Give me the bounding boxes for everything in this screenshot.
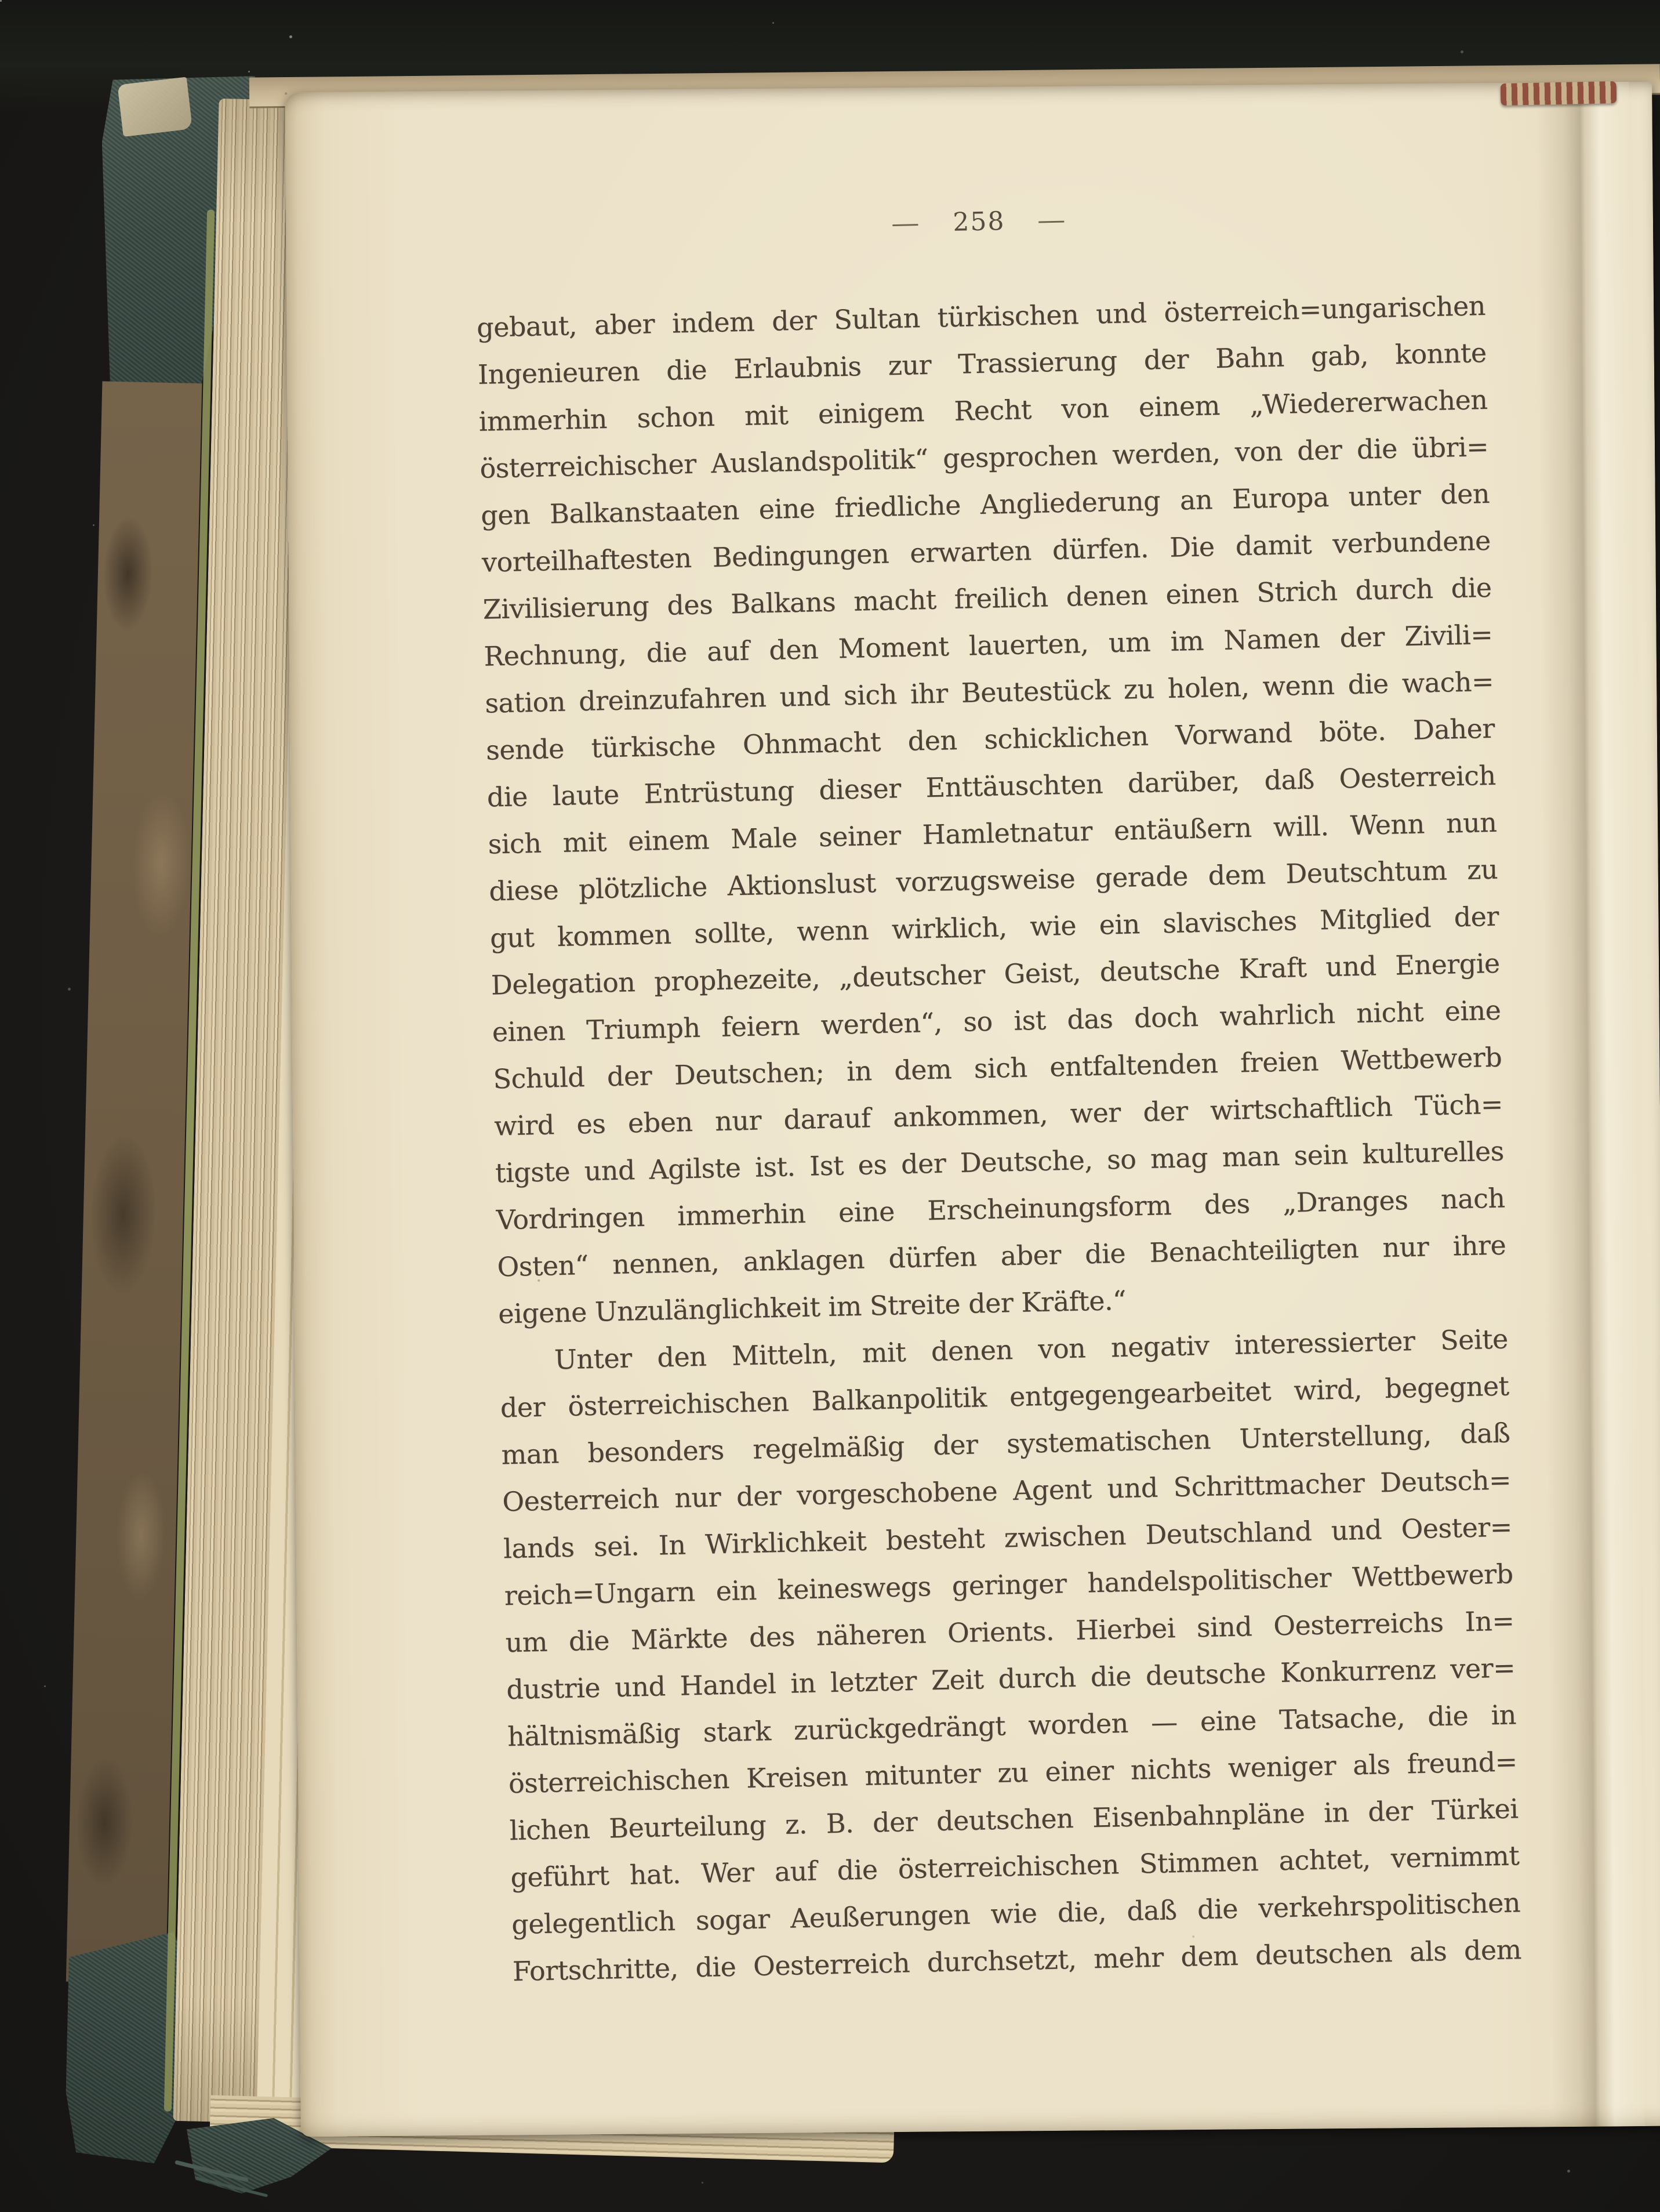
text-line: sende türkische Ohnmacht den schicklichen Vorwand böte. Daher xyxy=(485,712,1495,766)
text-line: Ingenieuren die Erlaubnis zur Trassierung der Bahn gab, konnte xyxy=(477,336,1487,390)
headband xyxy=(1501,81,1617,106)
text-line: immerhin schon mit einigem Recht von einem „Wiedererwachen xyxy=(478,383,1488,437)
text-line: einen Triumph feiern werden“, so ist das doch wahrlich nicht eine xyxy=(492,994,1501,1048)
text-line: lands sei. In Wirklichkeit besteht zwischen Deutschland und Oester= xyxy=(503,1511,1513,1565)
text-line: Delegation prophezeite, „deutscher Geist, deutsche Kraft und Energie xyxy=(491,947,1501,1001)
text-line: Osten“ nennen, anklagen dürfen aber die Benachteiligten nur ihre xyxy=(496,1229,1506,1283)
page-number-dash-left: — xyxy=(891,208,921,238)
text-line: Rechnung, die auf den Moment lauerten, um im Namen der Zivili= xyxy=(483,618,1493,672)
text-line: Unter den Mitteln, mit denen von negativ interessierter Seite xyxy=(554,1323,1509,1376)
text-line: um die Märkte des näheren Orients. Hierbei sind Oesterreichs In= xyxy=(505,1605,1514,1659)
text-line: tigste und Agilste ist. Ist es der Deutsche, so mag man sein kulturelles xyxy=(495,1135,1505,1189)
text-line: gen Balkanstaaten eine friedliche Angliederung an Europa unter den xyxy=(480,477,1490,531)
text-line: dustrie und Handel in letzter Zeit durch die deutsche Konkurrenz ver= xyxy=(506,1652,1516,1706)
page-number-row xyxy=(474,192,1484,251)
cover-board-corner xyxy=(117,77,192,137)
text-line: österreichischen Kreisen mitunter zu einer nichts weniger als freund= xyxy=(508,1746,1518,1800)
text-line: gelegentlich sogar Aeußerungen wie die, daß die verkehrspolitischen xyxy=(511,1887,1521,1941)
text-block xyxy=(476,282,1521,1995)
gutter-fold-shadow xyxy=(1536,82,1645,2127)
text-line: eigene Unzulänglichkeit im Streite der Kräfte.“ xyxy=(497,1284,1127,1330)
text-line: die laute Entrüstung dieser Enttäuschten darüber, daß Oesterreich xyxy=(486,759,1496,813)
text-line: vorteilhaftesten Bedingungen erwarten dürfen. Die damit verbundene xyxy=(481,524,1491,578)
text-line: man besonders regelmäßig der systematischen Unterstellung, daß xyxy=(501,1417,1510,1471)
text-line: gut kommen sollte, wenn wirklich, wie ein slavisches Mitglied der xyxy=(489,900,1499,954)
text-line: sation dreinzufahren und sich ihr Beutestück zu holen, wenn die wach= xyxy=(484,665,1494,719)
text-line: Zivilisierung des Balkans macht freilich denen einen Strich durch die xyxy=(482,571,1492,625)
text-line: Schuld der Deutschen; in dem sich entfaltenden freien Wettbewerb xyxy=(492,1041,1502,1095)
text-line: wird es eben nur darauf ankommen, wer der wirtschaftlich Tüch= xyxy=(493,1088,1503,1142)
text-line: österreichischer Auslandspolitik“ gesprochen werden, von der die übri= xyxy=(479,430,1489,484)
text-line: der österreichischen Balkanpolitik entgegengearbeitet wird, begegnet xyxy=(500,1370,1510,1424)
text-line: diese plötzliche Aktionslust vorzugsweise gerade dem Deutschtum zu xyxy=(488,853,1498,907)
text-line: Fortschritte, die Oesterreich durchsetzt, mehr dem deutschen als dem xyxy=(512,1934,1522,1988)
page-number-dash-right: — xyxy=(1037,205,1067,235)
book-page xyxy=(285,82,1660,2137)
page-number: 258 xyxy=(952,206,1005,237)
text-line: reich=Ungarn ein keineswegs geringer handelspolitischer Wettbewerb xyxy=(504,1558,1514,1612)
text-line: sich mit einem Male seiner Hamletnatur entäußern will. Wenn nun xyxy=(488,806,1497,860)
paragraph xyxy=(499,1315,1521,1995)
text-line: hältnismäßig stark zurückgedrängt worden — eine Tatsache, die in xyxy=(507,1699,1517,1753)
paragraph xyxy=(476,282,1507,1338)
text-line: Oesterreich nur der vorgeschobene Agent und Schrittmacher Deutsch= xyxy=(502,1464,1512,1518)
text-line: lichen Beurteilung z. B. der deutschen Eisenbahnpläne in der Türkei xyxy=(509,1793,1519,1847)
page-content xyxy=(474,192,1522,1995)
text-line: Vordringen immerhin eine Erscheinungsform des „Dranges nach xyxy=(496,1182,1505,1236)
text-line: gebaut, aber indem der Sultan türkischen und österreich=ungarischen xyxy=(476,289,1486,343)
paper-blemishes xyxy=(285,92,287,95)
text-line: geführt hat. Wer auf die österreichischen Stimmen achtet, vernimmt xyxy=(510,1840,1520,1894)
